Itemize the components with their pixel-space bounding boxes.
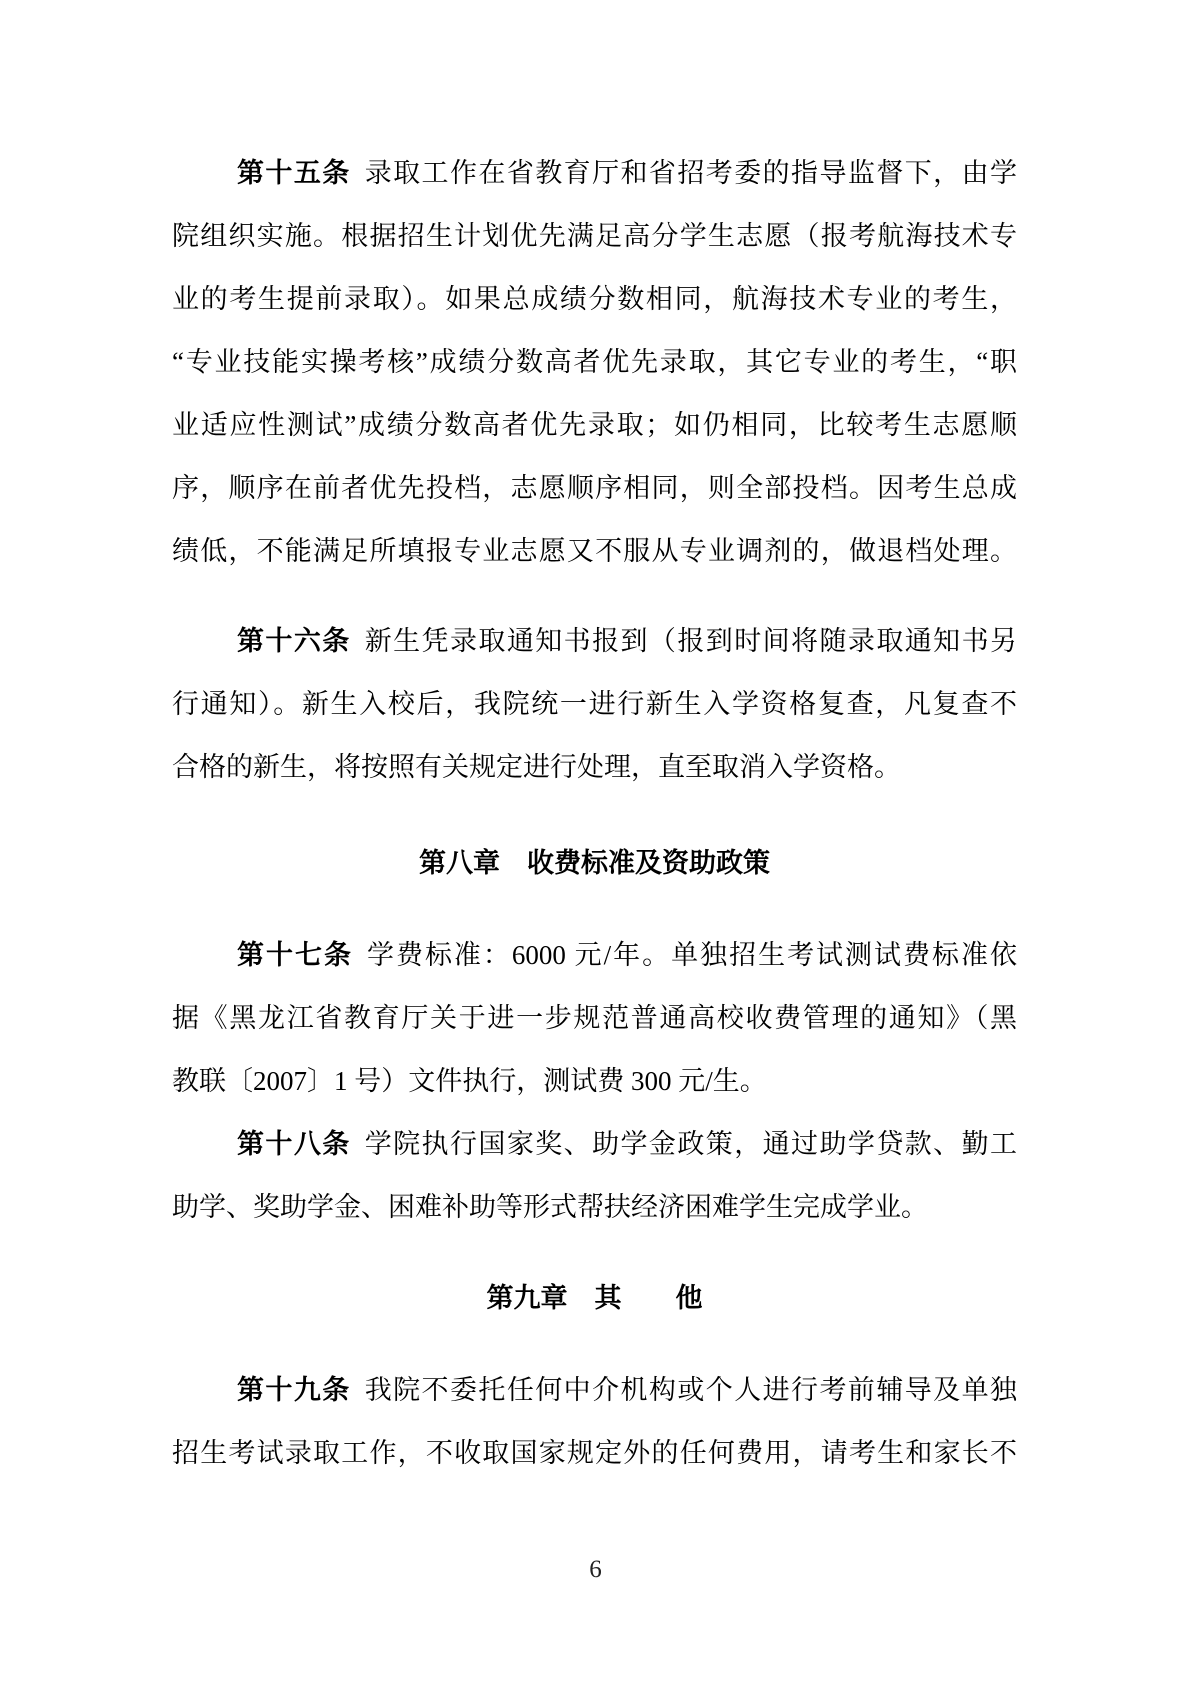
article-19-line-0: 我院不委托任何中介机构或个人进行考前辅导及单独 — [364, 1375, 1018, 1405]
article-16 — [172, 610, 1017, 799]
document-content — [172, 142, 1017, 1485]
article-19-line-1: 招生考试录取工作，不收取国家规定外的任何费用，请考生和家长不 — [172, 1438, 1017, 1468]
article-15-line-4: 业适应性测试”成绩分数高者优先录取；如仍相同，比较考生志愿顺 — [172, 410, 1017, 440]
article-18-line-1: 助学、奖助学金、困难补助等形式帮扶经济困难学生完成学业。 — [172, 1192, 928, 1222]
article-15-line-2: 业的考生提前录取）。如果总成绩分数相同，航海技术专业的考生， — [172, 284, 1017, 314]
article-18-label: 第十八条 — [237, 1129, 351, 1159]
article-15 — [172, 142, 1017, 583]
text-line — [172, 924, 1017, 987]
text-line — [172, 1359, 1017, 1422]
article-15-line-6: 绩低，不能满足所填报专业志愿又不服从专业调剂的，做退档处理。 — [172, 536, 1017, 566]
article-16-line-2: 合格的新生，将按照有关规定进行处理，直至取消入学资格。 — [172, 752, 901, 782]
text-line — [172, 142, 1017, 205]
article-16-line-1: 行通知）。新生入校后，我院统一进行新生入学资格复查，凡复查不 — [172, 689, 1017, 719]
article-16-line-0: 新生凭录取通知书报到（报到时间将随录取通知书另 — [364, 626, 1018, 656]
article-15-line-1: 院组织实施。根据招生计划优先满足高分学生志愿（报考航海技术专 — [172, 221, 1017, 251]
article-15-label: 第十五条 — [237, 158, 351, 188]
page-number: 6 — [589, 1556, 602, 1583]
text-line — [172, 1113, 1017, 1176]
article-17-line-2: 教联〔2007〕1 号）文件执行，测试费 300 元/生。 — [172, 1066, 767, 1096]
article-17 — [172, 924, 1017, 1113]
article-18-line-0: 学院执行国家奖、助学金政策，通过助学贷款、勤工 — [364, 1129, 1018, 1159]
article-19 — [172, 1359, 1017, 1485]
article-15-line-3: “专业技能实操考核”成绩分数高者优先录取，其它专业的考生，“职 — [172, 347, 1017, 377]
article-19-label: 第十九条 — [237, 1375, 351, 1405]
article-16-label: 第十六条 — [237, 626, 351, 656]
article-17-label: 第十七条 — [237, 940, 353, 970]
chapter-heading-9: 第九章 其 他 — [486, 1283, 703, 1313]
text-line — [172, 610, 1017, 673]
article-17-line-1: 据《黑龙江省教育厅关于进一步规范普通高校收费管理的通知》（黑 — [172, 1003, 1017, 1033]
article-17-line-0: 学费标准：6000 元/年。单独招生考试测试费标准依 — [366, 940, 1017, 970]
article-15-line-0: 录取工作在省教育厅和省招考委的指导监督下，由学 — [364, 158, 1018, 188]
chapter-heading-8: 第八章 收费标准及资助政策 — [419, 848, 770, 878]
article-15-line-5: 序，顺序在前者优先投档，志愿顺序相同，则全部投档。因考生总成 — [172, 473, 1017, 503]
article-18 — [172, 1113, 1017, 1239]
